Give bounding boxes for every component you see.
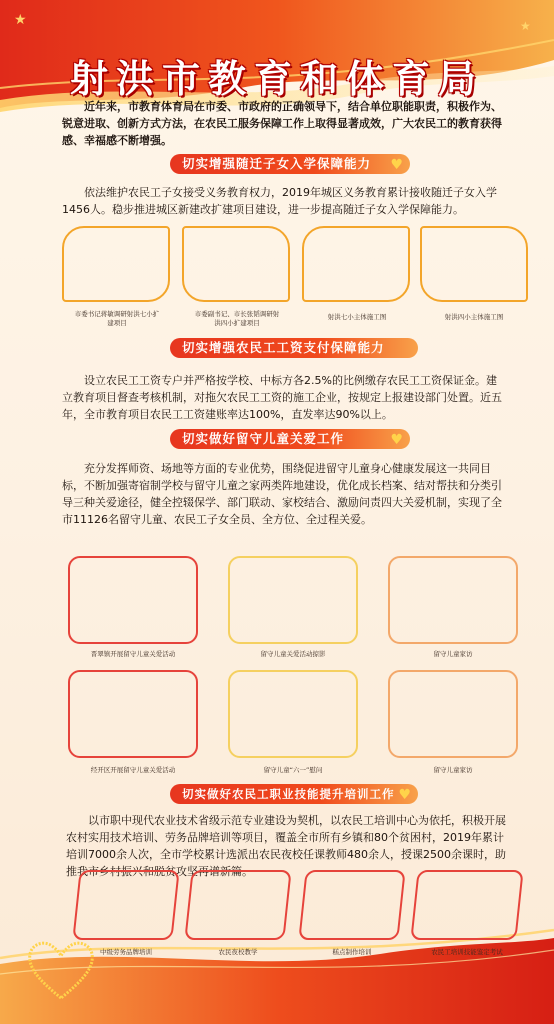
photo-frame [298, 870, 405, 940]
section-3-banner [170, 429, 410, 449]
section-3-paragraph: 充分发挥师资、场地等方面的专业优势，围绕促进留守儿童身心健康发展这一共同目标，不断加强寄宿制学校与留守儿童之家两类阵地建设，优化成长档案、结对帮扶和分类引导三种关爱途径，健全控辍保学、部门联动、家校结合、激励问责四大关爱机制，实现了全市11126名留守儿童、农民工子女全员、全方位、全过程关爱。 [62, 462, 502, 526]
photo-caption: 糕点制作培训 [332, 948, 372, 956]
section-1-heading: 切实增强随迁子女入学保障能力 [182, 156, 372, 171]
section-2-heading: 切实增强农民工工资支付保障能力 [182, 340, 385, 355]
section-4-heading: 切实做好农民工职业技能提升培训工作 [182, 787, 395, 801]
photo-frame [388, 556, 518, 644]
photo-caption: 农民工培训技能鉴定考试 [431, 948, 503, 956]
photo-frame [72, 870, 179, 940]
photo-caption: 射洪四小主体施工图 [444, 313, 504, 321]
photo-caption: 经开区开展留守儿童关爱活动 [90, 766, 176, 774]
photo-caption: 晋翠镇开展留守儿童关爱活动 [90, 650, 176, 658]
section-4-banner [170, 784, 418, 804]
heart-icon: ♥ [390, 157, 404, 173]
photo-caption: 留守儿童“六一”慰问 [263, 766, 323, 774]
page-title: 射洪市教育和体育局 [69, 57, 484, 101]
photo-caption: 留守儿童家访 [433, 650, 473, 658]
photo-frame [302, 226, 410, 302]
photo-caption: 市委书记蒋敏调研射洪七小扩建项目 [74, 310, 160, 327]
section-2-banner [170, 338, 418, 358]
section-1-paragraph: 依法维护农民工子女接受义务教育权力，2019年城区义务教育累计接收随迁子女入学1456人。稳步推进城区新建改扩建项目建设，进一步提高随迁子女入学保障能力。 [62, 186, 497, 216]
section-1-banner [170, 154, 410, 174]
intro-paragraph: 近年来，市教育体育局在市委、市政府的正确领导下，结合单位职能职责，积极作为、锐意进取、创新方式方法，在农民工服务保障工作上取得显著成效，广大农民工的教育获得感、幸福感不断增强。 [62, 100, 502, 147]
photo-frame [228, 670, 358, 758]
photo-frame [68, 556, 198, 644]
photo-caption: 农民夜校教学 [218, 948, 258, 956]
photo-caption: 射洪七小主体施工图 [327, 313, 387, 321]
photo-frame [228, 556, 358, 644]
section-4-paragraph: 以市职中现代农业技术省级示范专业建设为契机，以农民工培训中心为依托，积极开展农村实用技术培训、劳务品牌培训等项目，覆盖全市所有乡镇和80个贫困村，2019年累计培训7000余人次，全市学校累计选派出农民夜校任课教师480余人，授课2500余课时，助推我市乡村振兴和脱贫攻坚再谱新篇。 [66, 814, 506, 878]
photo-frame [410, 870, 523, 940]
svg-text:★: ★ [14, 12, 27, 28]
heart-icon: ♥ [398, 787, 412, 803]
heart-icon: ♥ [390, 432, 404, 448]
photo-caption: 中级劳务品牌培训 [100, 948, 152, 956]
photo-caption: 留守儿童关爱活动掠影 [260, 650, 326, 658]
photo-caption: 留守儿童家访 [433, 766, 473, 774]
photo-frame [184, 870, 291, 940]
photo-frame [68, 670, 198, 758]
photo-frame [420, 226, 528, 302]
photo-frame [182, 226, 290, 302]
photo-frame [388, 670, 518, 758]
photo-caption: 市委副书记、市长张韬调研射洪四小扩建项目 [194, 310, 280, 327]
section-2-paragraph: 设立农民工工资专户并严格按学校、中标方各2.5%的比例缴存农民工工资保证金。建立教育项目督查考核机制，对拖欠农民工工资的施工企业，按规定上报建设部门处置。近五年，全市教育项目农民工工资建账率达100%，直发率达90%以上。 [62, 374, 502, 421]
photo-frame [62, 226, 170, 302]
svg-text:★: ★ [520, 19, 531, 33]
section-3-heading: 切实做好留守儿童关爱工作 [182, 431, 345, 446]
